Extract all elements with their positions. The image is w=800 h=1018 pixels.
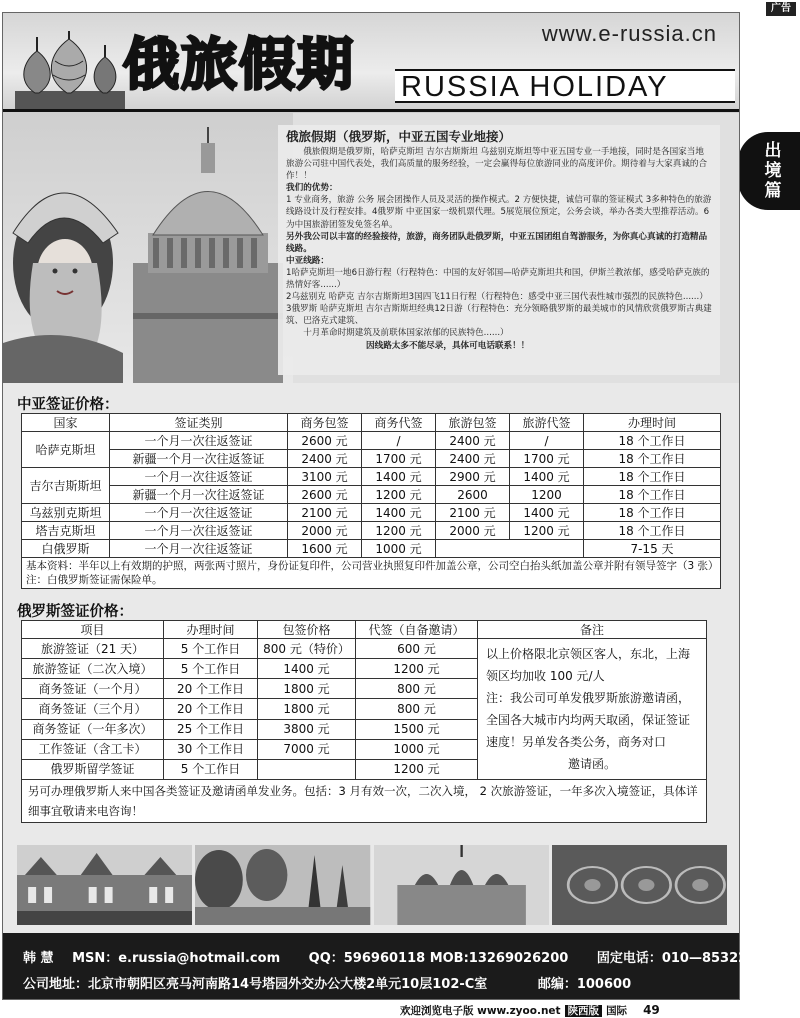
price-cell: 800 元 — [356, 679, 478, 699]
price-cell: 2100 元 — [436, 504, 510, 522]
website-url[interactable]: www.e-russia.cn — [541, 21, 717, 46]
page-footer — [400, 1003, 660, 1018]
contact-line-2 — [23, 973, 631, 992]
onion-domes-icon — [15, 31, 125, 111]
brand-title-en: RUSSIA HOLIDAY — [401, 71, 669, 103]
remark-text: 邀请函。 — [567, 757, 616, 771]
extra-info-row — [22, 780, 707, 823]
price-cell: 7000 元 — [258, 739, 356, 759]
contact-qq-mobile[interactable]: QQ：596960118 MOB:13269026200 — [308, 951, 569, 966]
processing-time-cell: 5 个工作日 — [164, 639, 258, 659]
route-item: 1哈萨克斯坦一地6日游行程（行程特色：中国的友好邻国—哈萨克斯坦共和国，伊斯兰教浓郁，感受哈萨克族的热情好客......） — [286, 267, 710, 291]
processing-time-cell: 18 个工作日 — [584, 450, 721, 468]
visa-type-cell: 一个月一次往返签证 — [110, 504, 288, 522]
requirements-note: 基本资料：半年以上有效期的护照，两张两寸照片，身份证复印件，公司营业执照复印件加盖公章，公司空白抬头纸加盖公章并附有领导签字（3 张）注：白俄罗斯签证需保险单。 — [22, 558, 721, 589]
price-cell: 800 元 — [356, 699, 478, 719]
processing-time-cell: 18 个工作日 — [584, 504, 721, 522]
column-header: 办理时间 — [164, 621, 258, 639]
page-number: 49 — [643, 1003, 660, 1017]
table-header-row — [22, 414, 721, 432]
table-row — [22, 486, 721, 504]
extra-info-note: 另可办理俄罗斯人来中国各类签证及邀请函单发业务。包括：3 月有效一次，二次入境， 2 次旅游签证，一年多次入境签证，具体详细事宜敬请来电咨询！ — [22, 780, 707, 823]
price-cell: 2400 元 — [288, 450, 362, 468]
price-cell: 1600 元 — [288, 540, 362, 558]
e-edition-link[interactable]: 欢迎浏览电子版 www.zyoo.net — [400, 1005, 561, 1017]
central-asia-visa-title: 中亚签证价格： — [17, 397, 119, 413]
price-cell: 1200 元 — [356, 759, 478, 779]
column-header: 代签（自备邀请） — [356, 621, 478, 639]
price-cell: / — [362, 432, 436, 450]
price-cell: 2000 元 — [436, 522, 510, 540]
section-tab — [738, 132, 800, 210]
price-cell: 1200 — [510, 486, 584, 504]
processing-time-cell: 20 个工作日 — [164, 699, 258, 719]
column-header: 签证类别 — [110, 414, 288, 432]
route-item: 2乌兹别克 哈萨克 吉尔吉斯斯坦3国四飞11日行程（行程特色：感受中亚三国代表性城市强烈的民族特色......） — [286, 292, 708, 303]
country-cell: 塔吉克斯坦 — [22, 522, 110, 540]
visa-type-cell: 新疆一个月一次往返签证 — [110, 486, 288, 504]
column-header: 办理时间 — [584, 414, 721, 432]
table-row — [22, 450, 721, 468]
section-tab-char: 篇 — [764, 181, 782, 201]
photo-station-building — [17, 845, 192, 925]
russia-visa-table — [21, 620, 707, 823]
price-cell: 1200 元 — [362, 486, 436, 504]
table-row — [22, 639, 707, 659]
visa-item-cell: 商务签证（一个月） — [22, 679, 164, 699]
table-row — [22, 504, 721, 522]
price-cell: 1200 元 — [510, 522, 584, 540]
price-cell: 2100 元 — [288, 504, 362, 522]
photo-strip — [17, 845, 727, 925]
contact-phone[interactable]: 固定电话：010—85322923 — [596, 951, 775, 966]
header-banner — [3, 13, 739, 113]
route-item-continued: 十月革命时期建筑及前联体国家浓郁的民族特色......） — [303, 328, 509, 339]
remark-text: 注：我公司可单发俄罗斯旅游邀请函，全国各大城市内均两天取函，保证签证速度！另单发各类公务，商务对口 — [486, 691, 691, 749]
header-divider — [3, 109, 739, 112]
processing-time-cell: 18 个工作日 — [584, 432, 721, 450]
table-row — [22, 522, 721, 540]
contact-name: 韩 慧 — [23, 951, 54, 966]
price-cell: 1800 元 — [258, 699, 356, 719]
price-cell: 2600 元 — [288, 432, 362, 450]
price-cell: 1500 元 — [356, 719, 478, 739]
advert-frame — [2, 12, 775, 1000]
processing-time-cell: 5 个工作日 — [164, 759, 258, 779]
column-header: 商务包签 — [288, 414, 362, 432]
contact-zipcode: 邮编：100600 — [537, 977, 632, 992]
visa-type-cell: 一个月一次往返签证 — [110, 522, 288, 540]
price-cell — [258, 759, 356, 779]
price-cell: 1800 元 — [258, 679, 356, 699]
remarks-cell — [478, 639, 707, 780]
price-cell: / — [510, 432, 584, 450]
route-item: 3俄罗斯 哈萨克斯坦 吉尔吉斯斯坦经典12日游（行程特色：充分领略俄罗斯的最美城市的风情欣赏俄罗斯古典建筑、巴洛克式建筑、 — [286, 304, 712, 327]
ad-tag: 广告 — [766, 2, 796, 16]
remark-text: 以上价格限北京领区客人，东北，上海领区均加收 100 元/人 — [486, 647, 691, 683]
intro-closing: 因线路太多不能尽录，具体可电话联系！！ — [366, 340, 530, 351]
price-cell: 2900 元 — [436, 468, 510, 486]
processing-time-cell: 5 个工作日 — [164, 659, 258, 679]
price-cell: 2600 元 — [288, 486, 362, 504]
price-cell: 1700 元 — [510, 450, 584, 468]
processing-time-cell: 30 个工作日 — [164, 739, 258, 759]
company-intro — [278, 125, 720, 375]
contact-line-1 — [23, 947, 774, 966]
column-header: 国家 — [22, 414, 110, 432]
price-cell: 800 元（特价） — [258, 639, 356, 659]
column-header: 旅游代签 — [510, 414, 584, 432]
section-tab-char: 出 — [764, 141, 782, 161]
price-cell: 1400 元 — [362, 468, 436, 486]
visa-type-cell: 一个月一次往返签证 — [110, 540, 288, 558]
price-cell: 1200 元 — [362, 522, 436, 540]
central-asia-visa-table — [21, 413, 721, 589]
section-name: 国际 — [606, 1005, 628, 1017]
visa-type-cell: 一个月一次往返签证 — [110, 468, 288, 486]
visa-type-cell: 一个月一次往返签证 — [110, 432, 288, 450]
russia-visa-title: 俄罗斯签证价格： — [17, 604, 133, 620]
price-cell: 1000 元 — [362, 540, 436, 558]
country-cell: 哈萨克斯坦 — [22, 432, 110, 468]
column-header: 备注 — [478, 621, 707, 639]
column-header: 商务代签 — [362, 414, 436, 432]
photo-park-trees — [195, 845, 370, 925]
visa-item-cell: 工作签证（含工卡） — [22, 739, 164, 759]
price-cell — [436, 540, 584, 558]
intro-paragraph: 俄旅假期是俄罗斯，哈萨克斯坦 吉尔吉斯斯坦 乌兹别克斯坦等中亚五国专业一手地接，同时是各国家当地旅游公司驻中国代表处，我们高质量的服务经验，一定会赢得每位旅游同业的高度评价。期待着与大家真诚的合作！！ — [286, 147, 708, 182]
visa-item-cell: 商务签证（三个月） — [22, 699, 164, 719]
price-cell: 2000 元 — [288, 522, 362, 540]
price-cell: 600 元 — [356, 639, 478, 659]
price-cell: 2400 元 — [436, 432, 510, 450]
contact-msn[interactable]: MSN：e.russia@hotmail.com — [72, 951, 281, 966]
processing-time-cell: 20 个工作日 — [164, 679, 258, 699]
column-header: 包签价格 — [258, 621, 356, 639]
visa-item-cell: 俄罗斯留学签证 — [22, 759, 164, 779]
requirements-note-row — [22, 558, 721, 589]
routes-heading: 中亚线路： — [286, 255, 329, 266]
table-header-row — [22, 621, 707, 639]
hero-section — [3, 113, 739, 383]
brand-title-cn: 俄旅假期 — [123, 33, 355, 98]
contact-footer — [3, 933, 775, 999]
price-cell: 3100 元 — [288, 468, 362, 486]
processing-time-cell: 18 个工作日 — [584, 486, 721, 504]
price-cell: 1400 元 — [362, 504, 436, 522]
advantages-bold-text: 另外我公司以丰富的经验接待，旅游，商务团队赴俄罗斯，中亚五国团组自驾游服务，为你真心真诚的打造精品线路。 — [286, 231, 708, 254]
section-tab-char: 境 — [764, 161, 782, 181]
country-cell: 乌兹别克斯坦 — [22, 504, 110, 522]
photo-ornate-interior — [552, 845, 727, 925]
price-cell: 2400 元 — [436, 450, 510, 468]
photo-church-domes — [374, 845, 549, 925]
processing-time-cell: 18 个工作日 — [584, 522, 721, 540]
table-row — [22, 468, 721, 486]
visa-item-cell: 旅游签证（二次入境） — [22, 659, 164, 679]
cathedral-and-woman-photo — [3, 113, 293, 383]
table-row — [22, 540, 721, 558]
contact-address: 公司地址：北京市朝阳区亮马河南路14号塔园外交办公大楼2单元10层102-C室 — [23, 977, 488, 992]
visa-item-cell: 商务签证（一年多次） — [22, 719, 164, 739]
processing-time-cell: 7-15 天 — [584, 540, 721, 558]
price-cell: 1400 元 — [510, 468, 584, 486]
price-cell: 1400 元 — [258, 659, 356, 679]
table-row — [22, 432, 721, 450]
country-cell: 白俄罗斯 — [22, 540, 110, 558]
price-cell: 1200 元 — [356, 659, 478, 679]
price-cell: 1000 元 — [356, 739, 478, 759]
intro-title: 俄旅假期（俄罗斯，中亚五国专业地接） — [286, 129, 512, 144]
price-cell: 3800 元 — [258, 719, 356, 739]
visa-type-cell: 新疆一个月一次往返签证 — [110, 450, 288, 468]
advantages-heading: 我们的优势： — [286, 183, 338, 194]
country-cell: 吉尔吉斯斯坦 — [22, 468, 110, 504]
advantages-text: 1 专业商务，旅游 公务 展会团操作人员及灵活的操作模式。2 方便快捷，诚信可靠的签证模式 3多种特色的旅游线路设计及行程安排。4俄罗斯 中亚国家一级机票代理。5展览展位预定，公务会谈，举办各类大型推荐活动。6为中国旅游团签发免签名单。 — [286, 195, 712, 230]
column-header: 旅游包签 — [436, 414, 510, 432]
price-cell: 1400 元 — [510, 504, 584, 522]
price-cell: 2600 — [436, 486, 510, 504]
processing-time-cell: 18 个工作日 — [584, 468, 721, 486]
price-cell: 1700 元 — [362, 450, 436, 468]
column-header: 项目 — [22, 621, 164, 639]
visa-item-cell: 旅游签证（21 天） — [22, 639, 164, 659]
processing-time-cell: 25 个工作日 — [164, 719, 258, 739]
edition-badge: 陕西版 — [565, 1005, 603, 1017]
